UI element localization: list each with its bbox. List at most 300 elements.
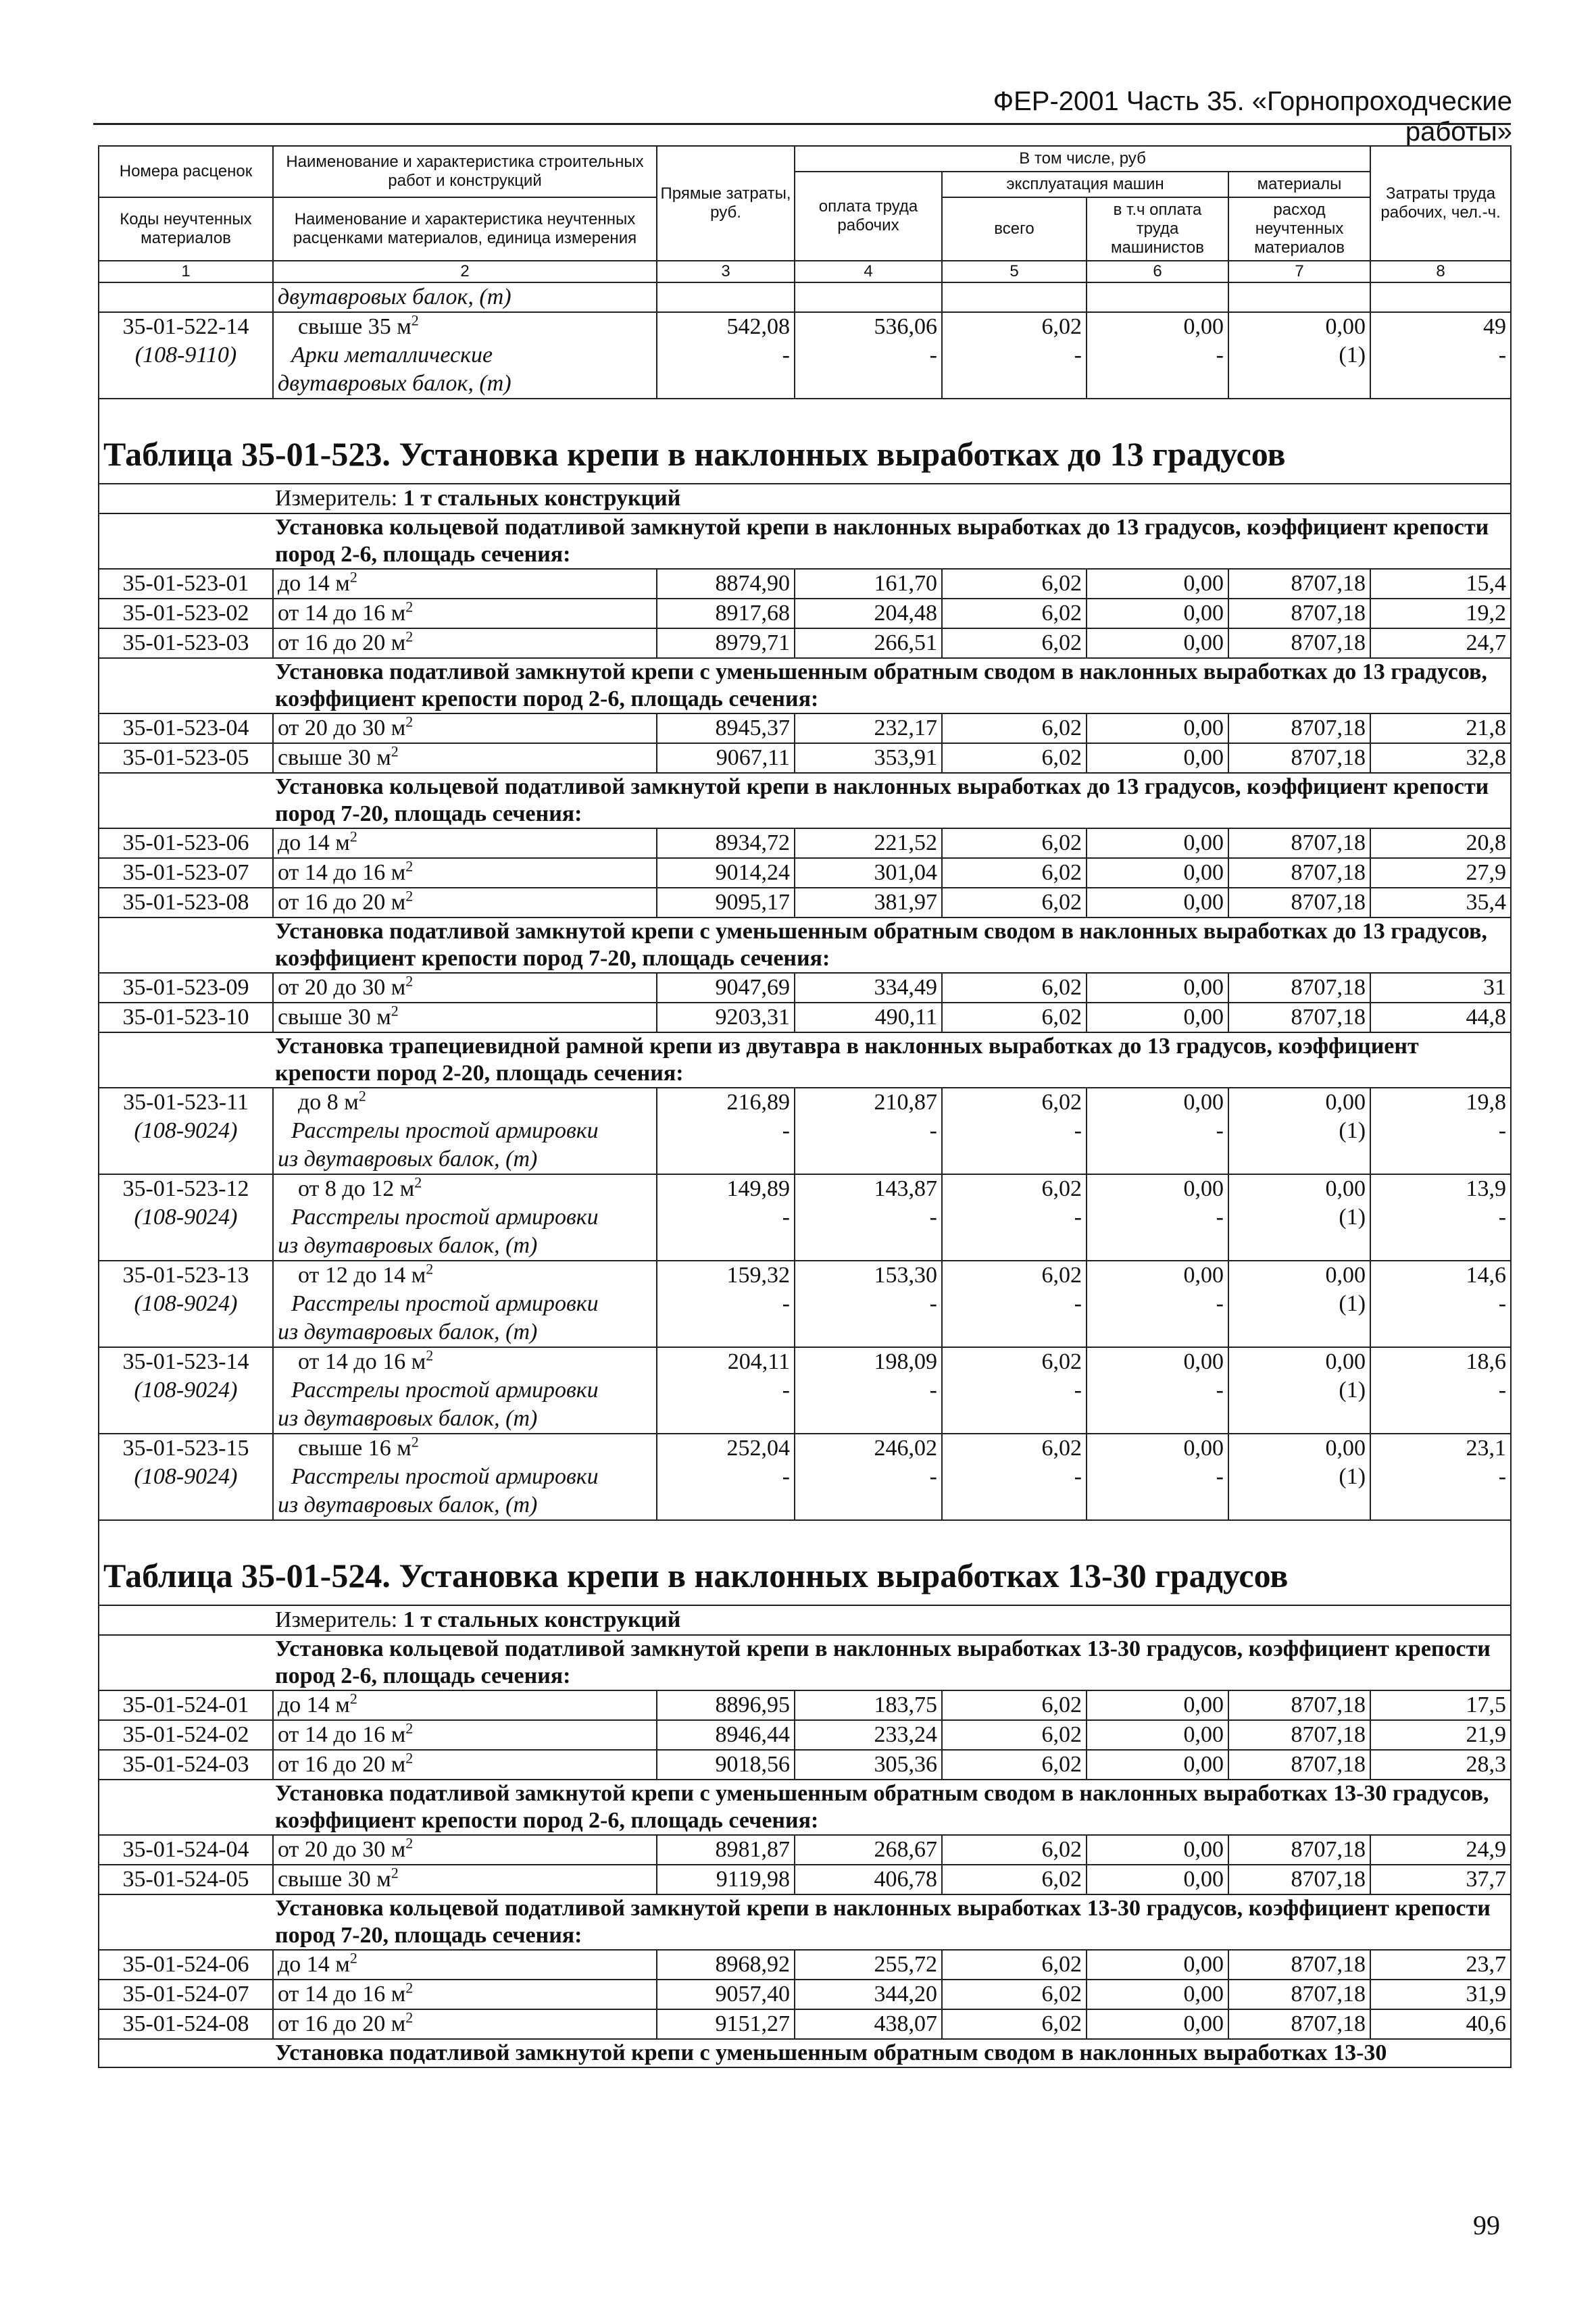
value: 0,00	[1183, 314, 1224, 339]
rate-code-text: 35-01-523-11	[123, 1090, 249, 1115]
material-name: из двутавровых балок, (т)	[278, 1319, 538, 1344]
value-sub: -	[1498, 1118, 1507, 1143]
group-text: Установка трапециевидной рамной крепи из двутавра в наклонных выработках до 13 градусов, коэффициент крепости пород 2-20, площадь сечения:	[99, 1032, 1511, 1088]
work-name-text: до 14 м	[278, 830, 350, 855]
value-cell: 21,9	[1370, 1720, 1511, 1750]
value-cell: 353,91	[795, 743, 942, 773]
value-sub: -	[1074, 343, 1082, 368]
value-sub: -	[1216, 343, 1224, 368]
value-sub: -	[1216, 1205, 1224, 1230]
superscript: 2	[358, 1088, 366, 1105]
material-name: Расстрелы простой армировки	[291, 1118, 599, 1143]
material-name: из двутавровых балок, (т)	[278, 1492, 538, 1517]
value-cell: 6,02	[942, 888, 1087, 917]
value-sub: -	[1498, 343, 1507, 368]
value-cell	[1370, 1261, 1511, 1347]
value-sub: -	[1074, 1378, 1082, 1403]
work-name-text: от 20 до 30 м	[278, 1837, 406, 1862]
value-cell: 6,02	[942, 858, 1087, 888]
table-row	[99, 628, 1511, 658]
value-cell	[1370, 1174, 1511, 1261]
value-cell	[795, 1434, 942, 1520]
value: 0,00	[1325, 1436, 1366, 1461]
value-cell: 0,00	[1087, 1690, 1228, 1720]
material-name: из двутавровых балок, (т)	[278, 1147, 538, 1172]
work-name-text: до 14 м	[278, 571, 350, 596]
value-cell: 6,02	[942, 599, 1087, 628]
table-row	[99, 713, 1511, 743]
value-cell: 27,9	[1370, 858, 1511, 888]
work-name	[273, 973, 657, 1003]
value-cell: 8707,18	[1228, 973, 1370, 1003]
value-cell: 221,52	[795, 828, 942, 858]
work-name	[273, 713, 657, 743]
value-cell	[795, 1174, 942, 1261]
colnum: 3	[657, 261, 795, 282]
value-cell: 8874,90	[657, 569, 795, 599]
value-sub: -	[1074, 1464, 1082, 1489]
group-text: Установка кольцевой податливой замкнутой крепи в наклонных выработках 13-30 градусов, коэффициент крепости пород 2-6, площадь сечения:	[99, 1635, 1511, 1690]
value-cell	[1087, 1174, 1228, 1261]
work-name-text: до 8 м	[298, 1090, 359, 1115]
measure-label: Измеритель:	[275, 486, 403, 511]
value: 0,00	[1325, 1263, 1366, 1288]
material-name: Расстрелы простой армировки	[291, 1464, 599, 1489]
value-cell	[1087, 1261, 1228, 1347]
work-name-text: свыше 35 м	[298, 314, 412, 339]
value-sub: (1)	[1339, 1205, 1366, 1230]
value: 198,09	[874, 1349, 937, 1374]
superscript: 2	[405, 713, 414, 730]
value-cell: 8981,87	[657, 1835, 795, 1865]
work-name	[273, 828, 657, 858]
value-sub: -	[782, 1378, 790, 1403]
value-cell: 268,67	[795, 1835, 942, 1865]
table-row	[99, 828, 1511, 858]
table-row	[99, 1690, 1511, 1720]
superscript: 2	[405, 1750, 414, 1767]
value-cell: 8707,18	[1228, 713, 1370, 743]
superscript: 2	[411, 1434, 419, 1451]
value-cell: 6,02	[942, 973, 1087, 1003]
group-text: Установка податливой замкнутой крепи с уменьшенным обратным сводом в наклонных выработках до 13 градусов, коэффициент крепости пород 7-20, площадь сечения:	[99, 917, 1511, 973]
rate-code: 35-01-523-01	[99, 569, 273, 599]
work-name-text: от 20 до 30 м	[278, 715, 406, 740]
table-row	[99, 1950, 1511, 1980]
value: 0,00	[1325, 314, 1366, 339]
material-name: Расстрелы простой армировки	[291, 1291, 599, 1316]
group-text: Установка кольцевой податливой замкнутой крепи в наклонных выработках 13-30 градусов, коэффициент крепости пород 7-20, площадь сечения:	[99, 1894, 1511, 1950]
work-name-text: до 14 м	[278, 1692, 350, 1717]
value: 13,9	[1466, 1176, 1507, 1201]
value-cell: 6,02	[942, 1835, 1087, 1865]
col2-bottom: Наименование и характеристика неучтенных расценками материалов, единица измерения	[273, 197, 657, 261]
measure-value: 1 т стальных конструкций	[403, 1607, 681, 1632]
value: 153,30	[874, 1263, 937, 1288]
group-heading	[99, 2039, 1511, 2067]
value-cell: 8945,37	[657, 713, 795, 743]
value-cell: 8707,18	[1228, 569, 1370, 599]
table-row	[99, 1980, 1511, 2009]
value-sub: -	[1074, 1205, 1082, 1230]
superscript: 2	[426, 1347, 434, 1364]
value-cell: 8707,18	[1228, 1003, 1370, 1032]
value: 0,00	[1325, 1349, 1366, 1374]
value-sub: -	[929, 1291, 937, 1316]
value-cell: 21,8	[1370, 713, 1511, 743]
value-cell	[1228, 1347, 1370, 1434]
superscript: 2	[426, 1261, 434, 1278]
col3-direct-costs: Прямые затраты, руб.	[657, 146, 795, 261]
value: 6,02	[1041, 1436, 1082, 1461]
value: 0,00	[1325, 1176, 1366, 1201]
work-name	[273, 599, 657, 628]
value-cell	[942, 1434, 1087, 1520]
value: 143,87	[874, 1176, 937, 1201]
value-cell	[1087, 312, 1228, 399]
work-name	[273, 1261, 657, 1347]
value-cell: 9151,27	[657, 2009, 795, 2039]
value: 14,6	[1466, 1263, 1507, 1288]
group-heading	[99, 658, 1511, 713]
value-sub: -	[929, 1464, 937, 1489]
table-row	[99, 1174, 1511, 1261]
value-cell: 9018,56	[657, 1750, 795, 1780]
rate-code-text: 35-01-523-13	[122, 1263, 249, 1288]
col1-top: Номера расценок	[99, 146, 273, 197]
work-name	[273, 1835, 657, 1865]
superscript: 2	[405, 1835, 414, 1852]
value-sub: -	[929, 343, 937, 368]
value-cell	[657, 1347, 795, 1434]
value: 23,1	[1466, 1436, 1507, 1461]
value: 0,00	[1325, 1090, 1366, 1115]
work-name-line	[278, 1348, 652, 1376]
value-cell: 0,00	[1087, 1865, 1228, 1894]
value-cell: 9057,40	[657, 1980, 795, 2009]
continued-name: двутавровых балок, (т)	[273, 282, 657, 312]
value-cell: 8707,18	[1228, 1950, 1370, 1980]
value-cell: 6,02	[942, 743, 1087, 773]
value: 6,02	[1041, 1263, 1082, 1288]
rate-code: 35-01-524-06	[99, 1950, 273, 1980]
value-cell: 31,9	[1370, 1980, 1511, 2009]
value-cell: 8946,44	[657, 1720, 795, 1750]
col8-labor: Затраты труда рабочих, чел.-ч.	[1370, 146, 1511, 261]
superscript: 2	[405, 628, 414, 645]
value: 6,02	[1041, 1176, 1082, 1201]
rate-code: 35-01-524-03	[99, 1750, 273, 1780]
value-cell: 35,4	[1370, 888, 1511, 917]
work-name	[273, 1980, 657, 2009]
rate-code	[99, 1088, 273, 1174]
value: 536,06	[874, 314, 937, 339]
work-name-text: свыше 30 м	[278, 745, 391, 770]
value-cell	[1370, 312, 1511, 399]
value-sub: -	[929, 1378, 937, 1403]
value-sub: -	[782, 1291, 790, 1316]
table-row	[99, 1088, 1511, 1174]
value-cell: 0,00	[1087, 2009, 1228, 2039]
value-cell	[1087, 1347, 1228, 1434]
superscript: 2	[405, 1720, 414, 1737]
value-sub: -	[1498, 1291, 1507, 1316]
value-cell: 6,02	[942, 1980, 1087, 2009]
value-cell: 19,2	[1370, 599, 1511, 628]
group-text: Установка податливой замкнутой крепи с уменьшенным обратным сводом в наклонных выработках 13-30 градусов, коэффициент крепости пород 2-6, площадь сечения:	[99, 1780, 1511, 1835]
rate-code: 35-01-524-05	[99, 1865, 273, 1894]
value-sub: -	[782, 343, 790, 368]
rate-code-text: 35-01-522-14	[122, 314, 249, 339]
group-text: Установка кольцевой податливой замкнутой крепи в наклонных выработках до 13 градусов, коэффициент крепости пород 7-20, площадь сечения:	[99, 773, 1511, 828]
group-text: Установка кольцевой податливой замкнутой крепи в наклонных выработках до 13 градусов, коэффициент крепости пород 2-6, площадь сечения:	[99, 513, 1511, 569]
superscript: 2	[411, 312, 419, 329]
value-cell	[795, 1088, 942, 1174]
table-row	[99, 1261, 1511, 1347]
material-code: (108-9110)	[134, 343, 237, 368]
value-cell: 0,00	[1087, 569, 1228, 599]
rate-code: 35-01-524-08	[99, 2009, 273, 2039]
value-cell: 0,00	[1087, 1950, 1228, 1980]
work-name	[273, 1950, 657, 1980]
value-cell: 183,75	[795, 1690, 942, 1720]
material-name: Расстрелы простой армировки	[291, 1378, 599, 1403]
work-name-text: от 14 до 16 м	[278, 1722, 406, 1747]
rate-code	[99, 1261, 273, 1347]
value-sub: -	[1498, 1378, 1507, 1403]
rate-code: 35-01-524-02	[99, 1720, 273, 1750]
value-sub: -	[782, 1464, 790, 1489]
value-cell: 266,51	[795, 628, 942, 658]
material-name: двутавровых балок, (т)	[278, 371, 512, 396]
colnum: 8	[1370, 261, 1511, 282]
page-number: 99	[1473, 2210, 1500, 2240]
value-cell	[1228, 1434, 1370, 1520]
value-cell	[1228, 1088, 1370, 1174]
rates-table	[98, 145, 1512, 2068]
value-cell: 0,00	[1087, 888, 1228, 917]
group-heading	[99, 917, 1511, 973]
value-cell: 0,00	[1087, 1003, 1228, 1032]
value-cell: 8934,72	[657, 828, 795, 858]
value: 49	[1483, 314, 1507, 339]
material-code: (108-9024)	[134, 1291, 238, 1316]
value-cell: 233,24	[795, 1720, 942, 1750]
work-name	[273, 858, 657, 888]
work-name	[273, 628, 657, 658]
value-cell: 8707,18	[1228, 743, 1370, 773]
value-cell	[1228, 1174, 1370, 1261]
table-row	[99, 2009, 1511, 2039]
rate-code: 35-01-524-04	[99, 1835, 273, 1865]
table-row	[99, 1865, 1511, 1894]
superscript: 2	[349, 569, 357, 586]
value-cell: 6,02	[942, 1720, 1087, 1750]
value: 0,00	[1183, 1263, 1224, 1288]
value-cell: 37,7	[1370, 1865, 1511, 1894]
work-name-text: от 16 до 20 м	[278, 2011, 406, 2036]
value-cell	[657, 1434, 795, 1520]
value-cell: 24,9	[1370, 1835, 1511, 1865]
work-name	[273, 2009, 657, 2039]
value-cell: 305,36	[795, 1750, 942, 1780]
work-name-text: от 20 до 30 м	[278, 975, 406, 1000]
value: 542,08	[726, 314, 790, 339]
table-row	[99, 1003, 1511, 1032]
rate-code: 35-01-523-04	[99, 713, 273, 743]
work-name	[273, 1088, 657, 1174]
value-cell: 8979,71	[657, 628, 795, 658]
group-heading	[99, 1635, 1511, 1690]
value-cell: 6,02	[942, 1690, 1087, 1720]
value-cell: 9203,31	[657, 1003, 795, 1032]
group-heading	[99, 1894, 1511, 1950]
value: 149,89	[726, 1176, 790, 1201]
value-cell	[1370, 1088, 1511, 1174]
materials-header: материалы	[1228, 172, 1370, 197]
value-cell	[795, 1261, 942, 1347]
table-row	[99, 1347, 1511, 1434]
value-cell: 6,02	[942, 2009, 1087, 2039]
value-cell: 8707,18	[1228, 599, 1370, 628]
value-cell	[1228, 312, 1370, 399]
value-cell: 8707,18	[1228, 1750, 1370, 1780]
value-sub: (1)	[1339, 1378, 1366, 1403]
colnum: 2	[273, 261, 657, 282]
value-sub: (1)	[1339, 1464, 1366, 1489]
value-cell: 9095,17	[657, 888, 795, 917]
value-cell: 17,5	[1370, 1690, 1511, 1720]
material-code: (108-9024)	[134, 1118, 238, 1143]
value-cell: 6,02	[942, 569, 1087, 599]
work-name-line	[278, 1175, 652, 1203]
value-sub: -	[782, 1118, 790, 1143]
value-cell: 24,7	[1370, 628, 1511, 658]
material-code: (108-9024)	[134, 1464, 238, 1489]
work-name	[273, 888, 657, 917]
colnum: 4	[795, 261, 942, 282]
superscript: 2	[405, 973, 414, 990]
colnum: 7	[1228, 261, 1370, 282]
rate-code-text: 35-01-523-15	[122, 1436, 249, 1461]
measure-row	[99, 484, 1511, 513]
colnum: 1	[99, 261, 273, 282]
value: 19,8	[1466, 1090, 1507, 1115]
work-name-text: свыше 30 м	[278, 1005, 391, 1030]
group-heading	[99, 773, 1511, 828]
superscript: 2	[405, 599, 414, 615]
work-name-text: от 8 до 12 м	[298, 1176, 415, 1201]
value-cell: 20,8	[1370, 828, 1511, 858]
rate-code	[99, 1174, 273, 1261]
value-cell	[1370, 1347, 1511, 1434]
value-cell	[942, 1347, 1087, 1434]
work-name	[273, 1434, 657, 1520]
rate-code: 35-01-523-07	[99, 858, 273, 888]
rate-code: 35-01-523-09	[99, 973, 273, 1003]
rate-code	[99, 312, 273, 399]
work-name	[273, 1720, 657, 1750]
material-name: Арки металлические	[291, 343, 493, 368]
work-name-text: свыше 30 м	[278, 1867, 391, 1892]
material-code: (108-9024)	[134, 1205, 238, 1230]
superscript: 2	[391, 1003, 399, 1020]
value-cell: 0,00	[1087, 828, 1228, 858]
value-cell: 8707,18	[1228, 628, 1370, 658]
rate-code: 35-01-523-02	[99, 599, 273, 628]
rate-code: 35-01-523-06	[99, 828, 273, 858]
group-heading	[99, 1780, 1511, 1835]
value-cell	[942, 1088, 1087, 1174]
work-name	[273, 1347, 657, 1434]
value-cell: 0,00	[1087, 1980, 1228, 2009]
value-cell: 15,4	[1370, 569, 1511, 599]
value: 246,02	[874, 1436, 937, 1461]
value-cell	[657, 1088, 795, 1174]
incl-header: В том числе, руб	[795, 146, 1370, 172]
value-cell: 6,02	[942, 628, 1087, 658]
work-name	[273, 1690, 657, 1720]
value-sub: -	[1074, 1291, 1082, 1316]
value: 18,6	[1466, 1349, 1507, 1374]
value-sub: (1)	[1339, 1291, 1366, 1316]
value-sub: -	[929, 1205, 937, 1230]
value-cell: 44,8	[1370, 1003, 1511, 1032]
table-title: Таблица 35-01-523. Установка крепи в наклонных выработках до 13 градусов	[99, 399, 1511, 484]
rate-code: 35-01-523-10	[99, 1003, 273, 1032]
work-name	[273, 1003, 657, 1032]
superscript: 2	[349, 1950, 357, 1967]
value-cell	[942, 1261, 1087, 1347]
value-cell: 8707,18	[1228, 828, 1370, 858]
value-cell: 8707,18	[1228, 1835, 1370, 1865]
value-cell: 8917,68	[657, 599, 795, 628]
empty-cell	[657, 282, 795, 312]
value-cell: 0,00	[1087, 599, 1228, 628]
value-sub: -	[1216, 1291, 1224, 1316]
value-sub: -	[929, 1118, 937, 1143]
value-cell	[795, 312, 942, 399]
value-sub: (1)	[1339, 343, 1366, 368]
table-title-row	[99, 399, 1511, 484]
superscript: 2	[405, 2009, 414, 2026]
machines-total: всего	[942, 197, 1087, 261]
rate-code	[99, 1434, 273, 1520]
value-cell: 204,48	[795, 599, 942, 628]
value-cell: 161,70	[795, 569, 942, 599]
superscript: 2	[405, 888, 414, 905]
value-cell: 406,78	[795, 1865, 942, 1894]
value-cell: 8707,18	[1228, 1720, 1370, 1750]
rate-code	[99, 1347, 273, 1434]
value-cell: 255,72	[795, 1950, 942, 1980]
value-cell: 31	[1370, 973, 1511, 1003]
value-cell: 8707,18	[1228, 888, 1370, 917]
work-name-text: от 12 до 14 м	[298, 1263, 426, 1288]
value: 6,02	[1041, 314, 1082, 339]
value-cell: 0,00	[1087, 858, 1228, 888]
material-use: расход неучтенных материалов	[1228, 197, 1370, 261]
rate-code: 35-01-524-01	[99, 1690, 273, 1720]
empty-cell	[1087, 282, 1228, 312]
value: 252,04	[726, 1436, 790, 1461]
work-name-text: до 14 м	[278, 1952, 350, 1977]
column-numbers	[99, 261, 1511, 282]
value-cell: 438,07	[795, 2009, 942, 2039]
value: 159,32	[726, 1263, 790, 1288]
value-cell	[795, 1347, 942, 1434]
group-text: Установка податливой замкнутой крепи с уменьшенным обратным сводом в наклонных выработках 13-30	[99, 2039, 1511, 2067]
